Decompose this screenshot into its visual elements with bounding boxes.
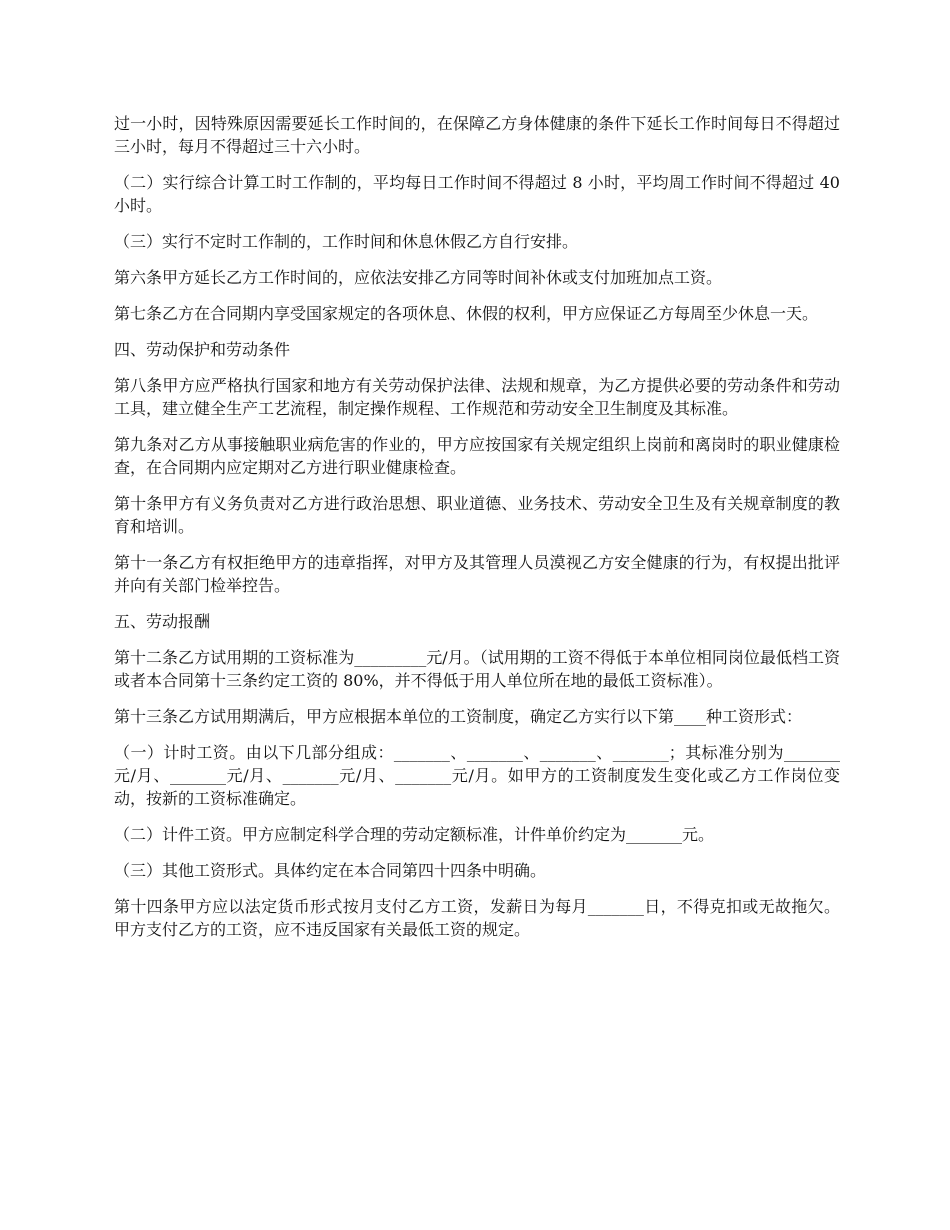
paragraph-flexible-hours: （三）实行不定时工作制的，工作时间和休息休假乙方自行安排。 [114, 232, 579, 251]
paragraph-time-wage: （一）计时工资。由以下几部分组成：_______、_______、_______、_______；其标准分别为_______元/月、_______元/月、_______元/月、_______元/月。如甲方的工资制度发生变化或乙方工作岗位变动，按新的工资标准确定。 [114, 743, 840, 808]
paragraph-article-9: 第九条对乙方从事接触职业病危害的作业的，甲方应按国家有关规定组织上岗前和离岗时的职业健康检查，在合同期内应定期对乙方进行职业健康检查。 [114, 435, 840, 477]
paragraph-piece-wage: （二）计件工资。甲方应制定科学合理的劳动定额标准，计件单价约定为_______元。 [114, 825, 715, 844]
paragraph-article-14: 第十四条甲方应以法定货币形式按月支付乙方工资，发薪日为每月_______日，不得克扣或无故拖欠。甲方支付乙方的工资，应不违反国家有关最低工资的规定。 [114, 897, 840, 939]
paragraph-article-10: 第十条甲方有义务负责对乙方进行政治思想、职业道德、业务技术、劳动安全卫生及有关规章制度的教育和培训。 [114, 494, 840, 536]
paragraph-article-11: 第十一条乙方有权拒绝甲方的违章指挥，对甲方及其管理人员漠视乙方安全健康的行为，有权提出批评并向有关部门检举控告。 [114, 553, 840, 595]
paragraph-article-6: 第六条甲方延长乙方工作时间的，应依法安排乙方同等时间补休或支付加班加点工资。 [114, 268, 723, 287]
paragraph-article-8: 第八条甲方应严格执行国家和地方有关劳动保护法律、法规和规章，为乙方提供必要的劳动条件和劳动工具，建立健全生产工艺流程，制定操作规程、工作规范和劳动安全卫生制度及其标准。 [114, 376, 840, 418]
paragraph-article-13: 第十三条乙方试用期满后，甲方应根据本单位的工资制度，确定乙方实行以下第____种工资形式： [114, 707, 803, 726]
paragraph-article-7: 第七条乙方在合同期内享受国家规定的各项休息、休假的权利，甲方应保证乙方每周至少休息一天。 [114, 304, 819, 323]
paragraph-article-12: 第十二条乙方试用期的工资标准为_________元/月。（试用期的工资不得低于本单位相同岗位最低档工资或者本合同第十三条约定工资的 80%，并不得低于用人单位所在地的最低工资标准）。 [114, 648, 840, 690]
paragraph-other-wage: （三）其他工资形式。具体约定在本合同第四十四条中明确。 [114, 861, 547, 880]
section-heading-remuneration: 五、劳动报酬 [114, 612, 211, 631]
document-page [114, 112, 840, 954]
section-heading-labor-protection: 四、劳动保护和劳动条件 [114, 340, 291, 359]
paragraph-overtime-limits: 过一小时，因特殊原因需要延长工作时间的，在保障乙方身体健康的条件下延长工作时间每日不得超过三小时，每月不得超过三十六小时。 [114, 114, 840, 156]
paragraph-comprehensive-hours: （二）实行综合计算工时工作制的，平均每日工作时间不得超过 8 小时，平均周工作时间不得超过 40 小时。 [114, 173, 840, 215]
